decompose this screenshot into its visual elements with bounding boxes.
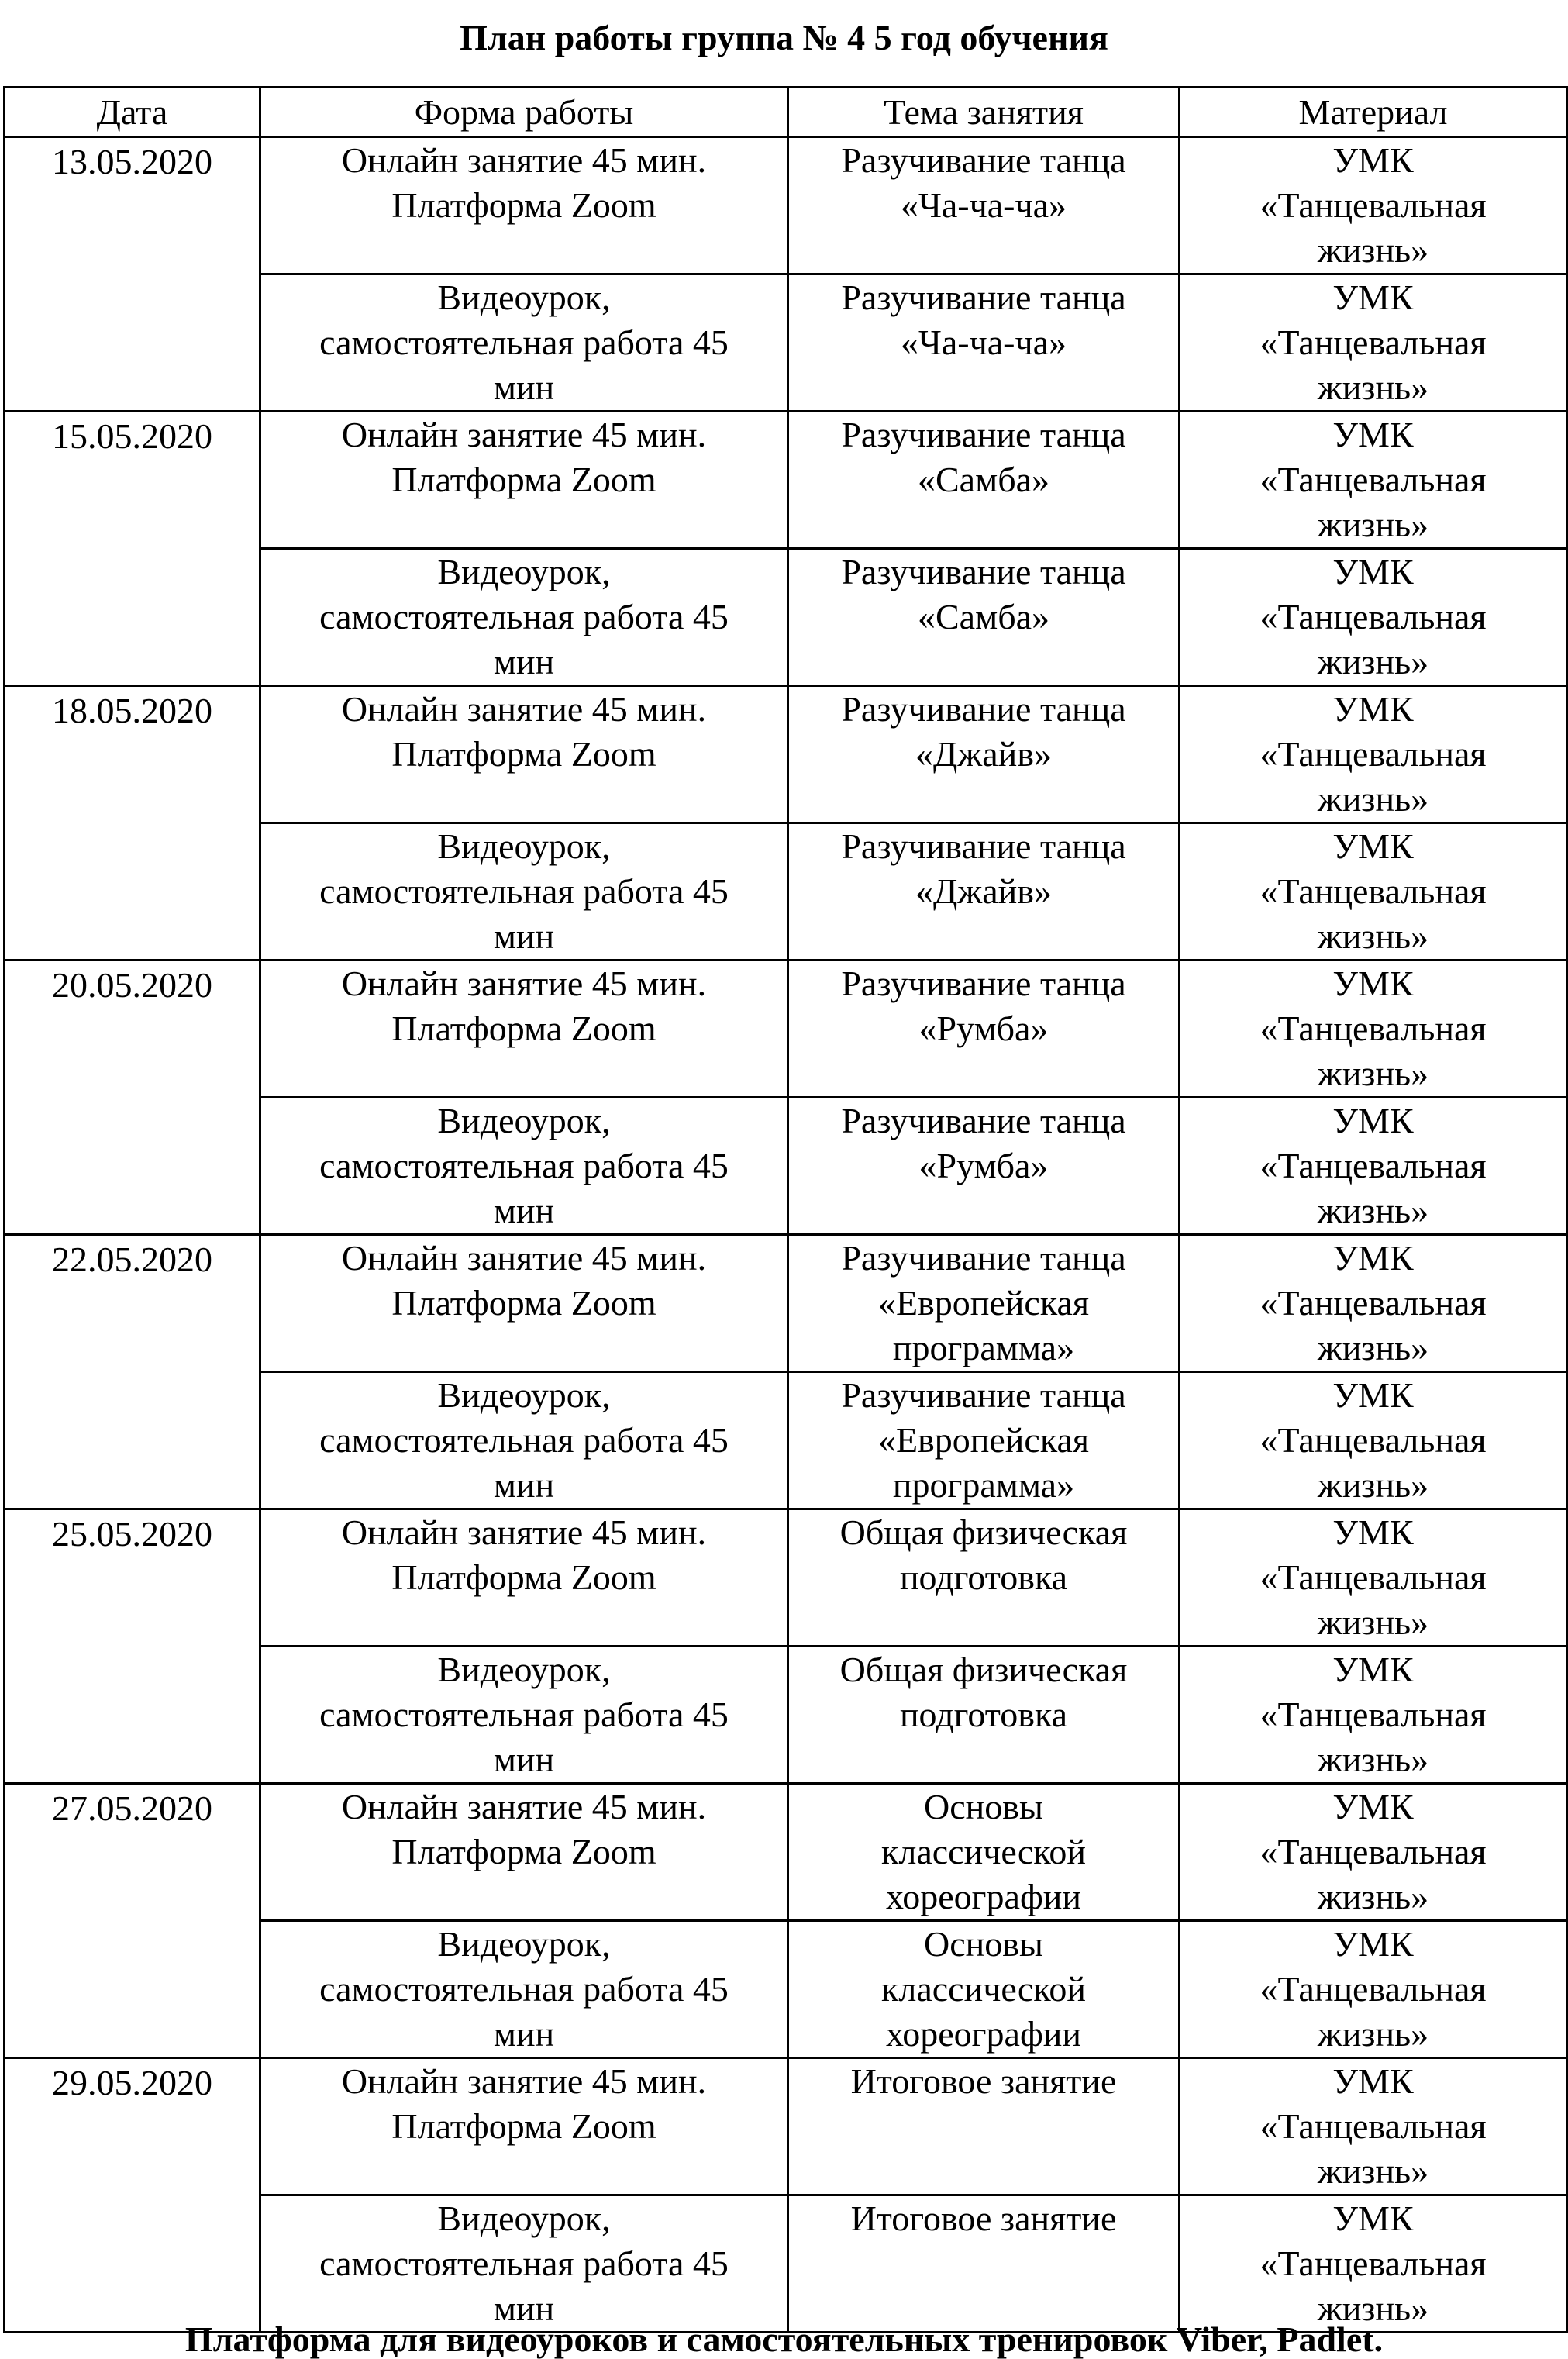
- form-cell: Видеоурок, самостоятельная работа 45 мин: [260, 2195, 788, 2333]
- material-cell: УМК «Танцевальная жизнь»: [1180, 686, 1567, 823]
- topic-cell: Разучивание танца «Джайв»: [788, 823, 1180, 960]
- table-row: [5, 686, 1567, 823]
- date-cell: 25.05.2020: [5, 1509, 260, 1784]
- footer-note: Платформа для видеоуроков и самостоятельных тренировок Viber, Padlet.: [184, 2319, 1384, 2359]
- form-cell: Видеоурок, самостоятельная работа 45 мин: [260, 1647, 788, 1784]
- date-cell: 27.05.2020: [5, 1784, 260, 2058]
- header-form: Форма работы: [260, 88, 788, 137]
- form-cell: Онлайн занятие 45 мин. Платформа Zoom: [260, 1235, 788, 1372]
- schedule-table: [3, 86, 1568, 2333]
- date-cell: 20.05.2020: [5, 960, 260, 1235]
- table-body: [5, 137, 1567, 2333]
- header-material: Материал: [1180, 88, 1567, 137]
- material-cell: УМК «Танцевальная жизнь»: [1180, 412, 1567, 549]
- material-cell: УМК «Танцевальная жизнь»: [1180, 823, 1567, 960]
- material-cell: УМК «Танцевальная жизнь»: [1180, 1784, 1567, 1921]
- form-cell: Онлайн занятие 45 мин. Платформа Zoom: [260, 960, 788, 1098]
- date-cell: 15.05.2020: [5, 412, 260, 686]
- date-cell: 22.05.2020: [5, 1235, 260, 1509]
- header-date: Дата: [5, 88, 260, 137]
- topic-cell: Разучивание танца «Самба»: [788, 412, 1180, 549]
- topic-cell: Общая физическая подготовка: [788, 1647, 1180, 1784]
- form-cell: Видеоурок, самостоятельная работа 45 мин: [260, 1921, 788, 2058]
- header-topic: Тема занятия: [788, 88, 1180, 137]
- form-cell: Видеоурок, самостоятельная работа 45 мин: [260, 1098, 788, 1235]
- material-cell: УМК «Танцевальная жизнь»: [1180, 1372, 1567, 1509]
- material-cell: УМК «Танцевальная жизнь»: [1180, 2058, 1567, 2195]
- form-cell: Онлайн занятие 45 мин. Платформа Zoom: [260, 1784, 788, 1921]
- topic-cell: Итоговое занятие: [788, 2058, 1180, 2195]
- header-row: [5, 88, 1567, 137]
- table-row: [5, 412, 1567, 549]
- table-row: [5, 1235, 1567, 1372]
- form-cell: Видеоурок, самостоятельная работа 45 мин: [260, 549, 788, 686]
- material-cell: УМК «Танцевальная жизнь»: [1180, 1235, 1567, 1372]
- material-cell: УМК «Танцевальная жизнь»: [1180, 137, 1567, 274]
- topic-cell: Разучивание танца «Джайв»: [788, 686, 1180, 823]
- topic-cell: Разучивание танца «Ча-ча-ча»: [788, 137, 1180, 274]
- form-cell: Онлайн занятие 45 мин. Платформа Zoom: [260, 686, 788, 823]
- material-cell: УМК «Танцевальная жизнь»: [1180, 274, 1567, 412]
- form-cell: Онлайн занятие 45 мин. Платформа Zoom: [260, 137, 788, 274]
- topic-cell: Итоговое занятие: [788, 2195, 1180, 2333]
- material-cell: УМК «Танцевальная жизнь»: [1180, 1098, 1567, 1235]
- topic-cell: Разучивание танца «Румба»: [788, 1098, 1180, 1235]
- topic-cell: Основы классической хореографии: [788, 1784, 1180, 1921]
- material-cell: УМК «Танцевальная жизнь»: [1180, 2195, 1567, 2333]
- table-row: [5, 137, 1567, 274]
- topic-cell: Основы классической хореографии: [788, 1921, 1180, 2058]
- topic-cell: Разучивание танца «Румба»: [788, 960, 1180, 1098]
- date-cell: 29.05.2020: [5, 2058, 260, 2333]
- form-cell: Онлайн занятие 45 мин. Платформа Zoom: [260, 1509, 788, 1647]
- form-cell: Онлайн занятие 45 мин. Платформа Zoom: [260, 412, 788, 549]
- topic-cell: Разучивание танца «Ча-ча-ча»: [788, 274, 1180, 412]
- form-cell: Видеоурок, самостоятельная работа 45 мин: [260, 823, 788, 960]
- table-row: [5, 2058, 1567, 2195]
- material-cell: УМК «Танцевальная жизнь»: [1180, 1921, 1567, 2058]
- material-cell: УМК «Танцевальная жизнь»: [1180, 1509, 1567, 1647]
- form-cell: Видеоурок, самостоятельная работа 45 мин: [260, 1372, 788, 1509]
- table-row: [5, 960, 1567, 1098]
- table-row: [5, 1784, 1567, 1921]
- form-cell: Онлайн занятие 45 мин. Платформа Zoom: [260, 2058, 788, 2195]
- material-cell: УМК «Танцевальная жизнь»: [1180, 1647, 1567, 1784]
- topic-cell: Разучивание танца «Самба»: [788, 549, 1180, 686]
- form-cell: Видеоурок, самостоятельная работа 45 мин: [260, 274, 788, 412]
- topic-cell: Разучивание танца «Европейская программа»: [788, 1372, 1180, 1509]
- page-title: План работы группа № 4 5 год обучения: [460, 18, 1108, 57]
- material-cell: УМК «Танцевальная жизнь»: [1180, 549, 1567, 686]
- topic-cell: Разучивание танца «Европейская программа»: [788, 1235, 1180, 1372]
- table-header: [5, 88, 1567, 137]
- table-row: [5, 1509, 1567, 1647]
- date-cell: 18.05.2020: [5, 686, 260, 960]
- topic-cell: Общая физическая подготовка: [788, 1509, 1180, 1647]
- date-cell: 13.05.2020: [5, 137, 260, 412]
- material-cell: УМК «Танцевальная жизнь»: [1180, 960, 1567, 1098]
